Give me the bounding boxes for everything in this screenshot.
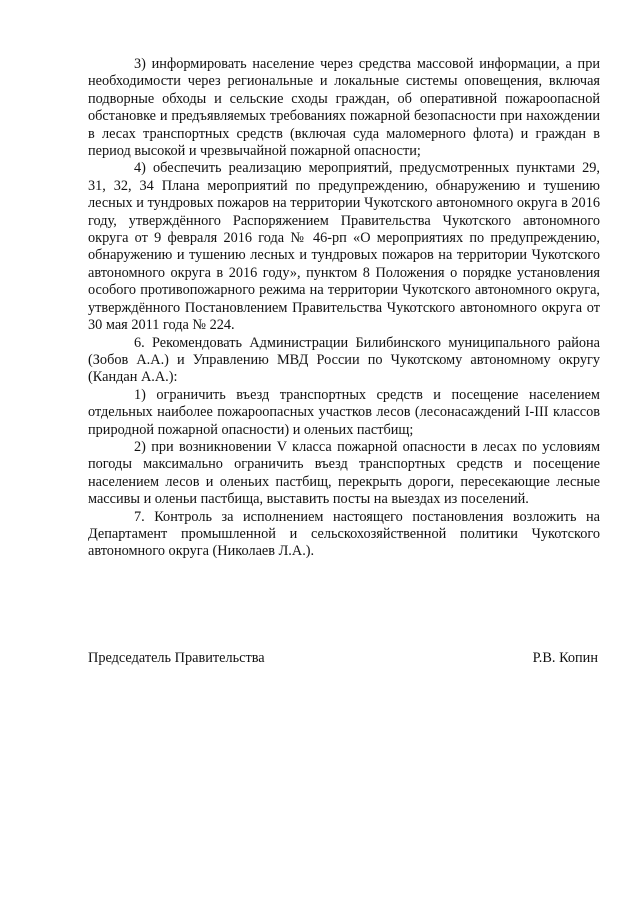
paragraph-clause-6: 6. Рекомендовать Администрации Билибинского муниципального района (Зобов А.А.) и Управлению МВД России по Чукотскому автономному округу (Кандан А.А.):: [88, 334, 600, 386]
signature-block: [88, 650, 598, 667]
paragraph-subitem-2: 2) при возникновении V класса пожарной опасности в лесах по условиям погоды максимально ограничить въезд транспортных средств и посещение населением лесов и оленьих пастбищ, перекрыть дороги, пересекающие лесные массивы и оленьи пастбища, выставить посты на выездах из поселений.: [88, 438, 600, 508]
signatory-position: Председатель Правительства: [88, 650, 265, 666]
paragraph-subitem-1: 1) ограничить въезд транспортных средств и посещение населением отдельных наиболее пожароопасных участков лесов (лесонасаждений I-III классов природной пожарной опасности) и оленьих пастбищ;: [88, 386, 600, 438]
paragraph-item-3: 3) информировать население через средства массовой информации, а при необходимости через региональные и локальные системы оповещения, включая подворные обходы и сельские сходы граждан, об оперативной пожароопасной обстановке и предъявляемых требованиях пожарной безопасности при нахождении в лесах транспортных средств (включая суда маломерного флота) и граждан в период высокой и чрезвычайной пожарной опасности;: [88, 56, 600, 160]
paragraph-clause-7: 7. Контроль за исполнением настоящего постановления возложить на Департамент промышленной и сельскохозяйственной политики Чукотского автономного округа (Николаев Л.А.).: [88, 508, 600, 560]
document-body: [88, 56, 600, 561]
signatory-name: Р.В. Копин: [532, 650, 598, 666]
paragraph-item-4: 4) обеспечить реализацию мероприятий, предусмотренных пунктами 29, 31, 32, 34 Плана мероприятий по предупреждению, обнаружению и тушению лесных и тундровых пожаров на территории Чукотского автономного округа в 2016 году, утверждённого Распоряжением Правительства Чукотского автономного округа от 9 февраля 2016 года № 46-рп «О мероприятиях по предупреждению, обнаружению и тушению лесных и тундровых пожаров на территории Чукотского автономного округа в 2016 году», пунктом 8 Положения о порядке установления особого противопожарного режима на территории Чукотского автономного округа, утверждённого Постановлением Правительства Чукотского автономного округа от 30 мая 2011 года № 224.: [88, 160, 600, 334]
